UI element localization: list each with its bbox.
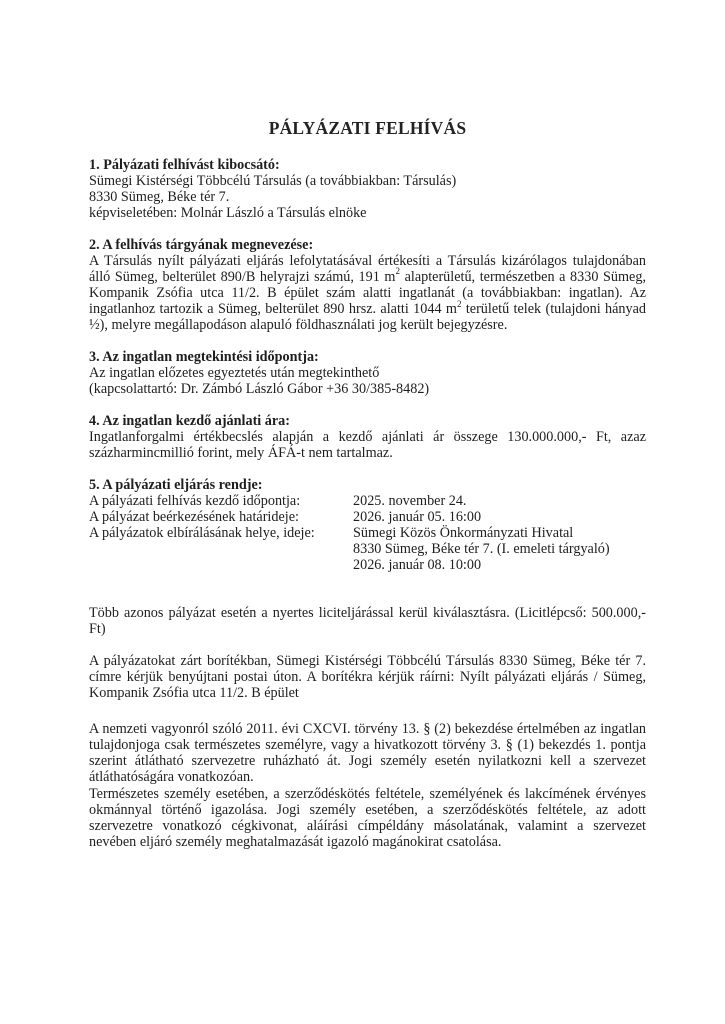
section-heading: 1. Pályázati felhívást kibocsátó: — [89, 157, 280, 174]
schedule-value: 2026. január 08. 10:00 — [353, 557, 482, 574]
schedule-label: A pályázat beérkezésének határideje: — [89, 508, 299, 525]
section-issuer — [89, 157, 646, 221]
superscript: 2 — [395, 266, 400, 277]
schedule-label: A pályázatok elbírálásának helye, ideje: — [89, 524, 315, 541]
schedule-label — [89, 557, 353, 573]
section-price — [89, 413, 646, 461]
schedule-value: 8330 Sümeg, Béke tér 7. (I. emeleti tárgyaló) — [353, 540, 610, 557]
legal-paragraph-transparency: A nemzeti vagyonról szóló 2011. évi CXCVI. törvény 13. § (2) bekezdése értelmében az ingatlan tulajdonjoga csak természetes személyre, vagy a hivatkozott törvény 3. § (1) bekezdés 1. pontja szerint átlátható szervezetre ruházható át. Jogi személy esetén nyilatkozni kell a szervezet átláthatóságára vonatkozóan. — [89, 721, 646, 786]
section-procedure — [89, 477, 646, 574]
schedule-table — [89, 493, 646, 573]
section-heading: 2. A felhívás tárgyának megnevezése: — [89, 236, 314, 253]
bidding-paragraph: Több azonos pályázat esetén a nyertes liciteljárással kerül kiválasztásra. (Licitlépcső: 500.000,- Ft) — [89, 604, 646, 637]
section-heading: 4. Az ingatlan kezdő ajánlati ára: — [89, 412, 290, 429]
section-subject — [89, 237, 646, 334]
issuer-address: 8330 Sümeg, Béke tér 7. — [89, 189, 230, 206]
schedule-value: Sümegi Közös Önkormányzati Hivatal — [353, 524, 574, 541]
section-heading: 5. A pályázati eljárás rendje: — [89, 476, 263, 493]
text-run: A Társulás nyílt pályázati eljárás lefolytatásával értékesíti a Társulás kizárólagos tulajdonában álló Sümeg, belterület 890/B helyrajzi számú, 191 m — [89, 253, 646, 286]
issuer-name: Sümegi Kistérségi Többcélú Társulás (a továbbiakban: Társulás) — [89, 173, 457, 190]
schedule-label — [89, 541, 353, 557]
section-viewing — [89, 349, 646, 397]
section-heading: 3. Az ingatlan megtekintési időpontja: — [89, 349, 319, 366]
spacer — [89, 637, 646, 653]
spacer — [89, 701, 646, 717]
schedule-value: 2026. január 05. 16:00 — [353, 508, 482, 525]
schedule-label: A pályázati felhívás kezdő időpontja: — [89, 492, 301, 509]
subject-description — [89, 253, 646, 333]
issuer-representative: képviseletében: Molnár László a Társulás elnöke — [89, 205, 367, 222]
document-page — [89, 120, 646, 850]
submission-paragraph: A pályázatokat zárt borítékban, Sümegi Kistérségi Többcélú Társulás 8330 Sümeg, Béke tér 7. címre kérjük benyújtani postai úton. A borítékra kérjük ráírni: Nyílt pályázati eljárás / Sümeg, Kompanik Zsófia utca 11/2. B épület — [89, 652, 646, 702]
document-title: PÁLYÁZATI FELHÍVÁS — [268, 118, 467, 138]
superscript: 2 — [456, 298, 462, 309]
text-run: területű telek (tulajdoni hányad ½), melyre megállapodáson alapuló földhasználati jog került bejegyzésre. — [89, 301, 646, 334]
viewing-note: Az ingatlan előzetes egyeztetés után megtekinthető — [89, 365, 380, 382]
schedule-value: 2025. november 24. — [353, 492, 467, 509]
contact-person: (kapcsolattartó: Dr. Zámbó László Gábor +36 30/385-8482) — [89, 381, 430, 398]
legal-paragraph-contract-conditions: Természetes személy esetében, a szerződéskötés feltétele, személyének és lakcímének érvényes okmánnyal történő igazolása. Jogi személy esetében, a szerződéskötés feltétele, az adott szervezetre vonatkozó cégkivonat, aláírási címpéldány másolatának, valamint a szervezet nevében eljáró személy meghatalmazását igazoló magánokirat csatolása. — [89, 785, 646, 850]
text-run: alapterületű, természetben a 8330 Sümeg, Kompanik Zsófia utca 11/2. B épület szám alatti ingatlanát (a továbbiakban: ingatlan). Az ingatlanhoz tartozik a Sümeg, belterület 890 hrsz. alatti 1044 m — [89, 269, 646, 318]
starting-price-text: Ingatlanforgalmi értékbecslés alapján a kezdő ajánlati ár összege 130.000.000,- Ft, azaz százharmincmillió forint, mely ÁFÁ-t nem tartalmaz. — [89, 428, 646, 461]
spacer — [89, 589, 646, 605]
